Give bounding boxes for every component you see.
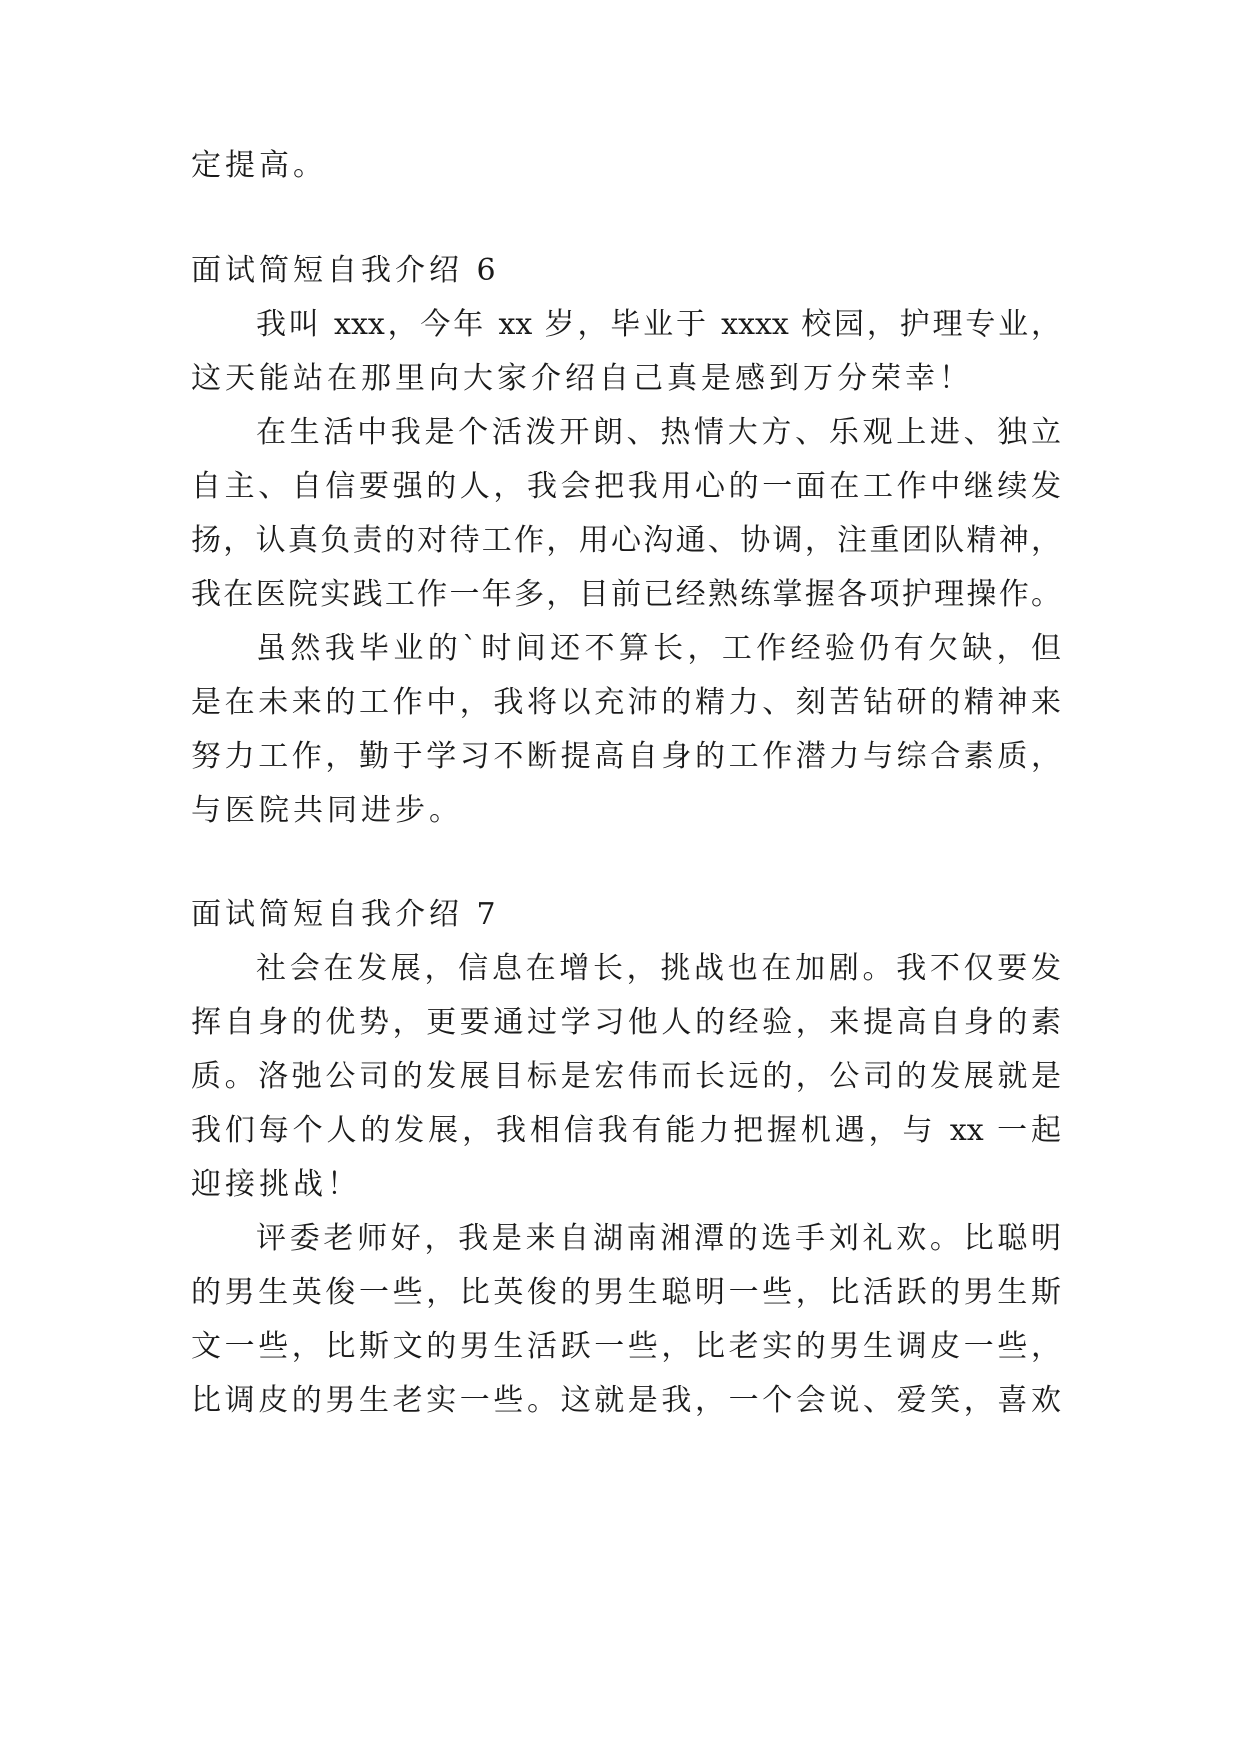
- paragraph-line: 虽然我毕业的`时间还不算长，工作经验仍有欠缺，但: [256, 631, 1061, 666]
- paragraph-line: 我们每个人的发展，我相信我有能力把握机遇，与 xx 一起: [191, 1113, 1061, 1148]
- paragraph-line: 努力工作，勤于学习不断提高自身的工作潜力与综合素质，: [191, 739, 1061, 774]
- section-heading-7: 面试简短自我介绍 7: [191, 897, 500, 932]
- paragraph-line: 我在医院实践工作一年多，目前已经熟练掌握各项护理操作。: [191, 577, 1061, 612]
- paragraph-line: 我叫 xxx，今年 xx 岁，毕业于 xxxx 校园，护理专业，: [256, 307, 1061, 342]
- paragraph-line: 自主、自信要强的人，我会把我用心的一面在工作中继续发: [191, 469, 1061, 504]
- paragraph-line: 评委老师好，我是来自湖南湘潭的选手刘礼欢。比聪明: [256, 1221, 1061, 1256]
- paragraph-line: 文一些，比斯文的男生活跃一些，比老实的男生调皮一些，: [191, 1329, 1061, 1364]
- paragraph-line: 社会在发展，信息在增长，挑战也在加剧。我不仅要发: [256, 951, 1061, 986]
- paragraph-line: 的男生英俊一些，比英俊的男生聪明一些，比活跃的男生斯: [191, 1275, 1061, 1310]
- paragraph-line: 在生活中我是个活泼开朗、热情大方、乐观上进、独立: [256, 415, 1061, 450]
- paragraph-line: 质。洛弛公司的发展目标是宏伟而长远的，公司的发展就是: [191, 1059, 1061, 1094]
- section-heading-6: 面试简短自我介绍 6: [191, 253, 500, 288]
- paragraph-line: 挥自身的优势，更要通过学习他人的经验，来提高自身的素: [191, 1005, 1061, 1040]
- paragraph-line: 与医院共同进步。: [191, 793, 463, 828]
- paragraph-line: 是在未来的工作中，我将以充沛的精力、刻苦钻研的精神来: [191, 685, 1061, 720]
- paragraph-line: 迎接挑战！: [191, 1167, 361, 1202]
- paragraph-line: 这天能站在那里向大家介绍自己真是感到万分荣幸！: [191, 361, 973, 396]
- paragraph-line: 比调皮的男生老实一些。这就是我，一个会说、爱笑，喜欢: [191, 1383, 1061, 1418]
- paragraph-fragment: 定提高。: [191, 148, 327, 183]
- paragraph-line: 扬，认真负责的对待工作，用心沟通、协调，注重团队精神，: [191, 523, 1061, 558]
